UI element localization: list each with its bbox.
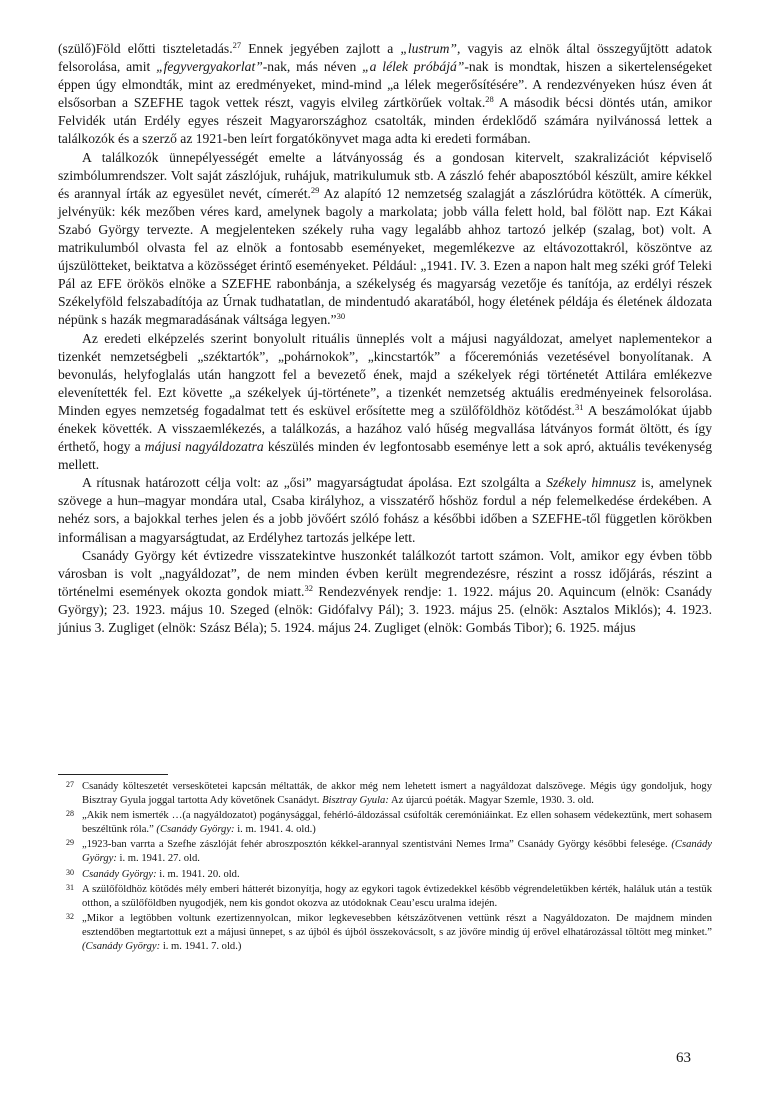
italic-text: (Csanády György: [82, 940, 161, 952]
footnote-number: 30 [66, 867, 74, 877]
footnote-reference: 29 [310, 184, 320, 195]
footnote-number: 27 [66, 780, 74, 789]
text-run: -nak, más néven [262, 59, 363, 75]
page-number: 63 [676, 1050, 691, 1066]
footnote-text [82, 884, 712, 909]
italic-text: „lustrum” [400, 41, 457, 56]
footnote-number: 28 [66, 809, 74, 819]
text-run: „1923-ban varrta a Szefhe zászlóját fehér abroszposztón kékkel-arannyal szentistváni Nemes Irma” Csanády György későbbi feleségе. [82, 839, 672, 851]
footnote-reference: 27 [232, 40, 242, 50]
italic-text: „a lélek próbájá” [362, 59, 465, 75]
paragraph [58, 330, 712, 475]
italic-text: Bisztray Gyula: [322, 794, 389, 806]
footnote [58, 780, 712, 807]
footnote-reference: 31 [574, 401, 584, 412]
footnote-divider [58, 774, 168, 775]
text-run: is, amelynek szövege a hun–magyar mondára utal, Csaba királyhoz, a visszatérő hőshöz fordul a nép felemelkedése érdekében. A nehéz sors, a bajokkal terhes jelen és a jobb jövőért szóló fohász a későbbi időben a SZEFHE-től független körökben informálisan a magyarságtudat, az Erdélyhez tartozás jelképe lett. [58, 475, 712, 545]
text-run: „Mikor a legtöbben voltunk ezertizennyolcan, mikor legkevesebben kétszázötvenen vettünk részt a Nagyáldozaton. De majdnem minden esztendőben megtartottuk ezt a májusi ünnepet, s az újból és újból összekovácsolt, s az jövőre mindig új erővel elhatározással töltött meg minket.” [82, 913, 712, 938]
text-run: Ennek jegyében zajlott a [241, 41, 401, 56]
text-run: , vagyis az elnök által összegyűjtött adatok felsorolása, amit [58, 41, 712, 75]
footnote [58, 868, 712, 882]
text-run: -nak is mondtak, hiszen a sikertelenségeket éppen úgy elmondták, mint az eredményeket, mind-mind „a lélek megerősítésére”. A rendezvényeken húsz éven át elsősorban a SZEFHE tagok vettek részt, vagyis elvileg zártkörűek voltak. [58, 59, 712, 111]
footnote-number: 29 [66, 838, 74, 848]
footnote [58, 809, 712, 836]
footnote-text [82, 839, 712, 864]
text-run: A rítusnak határozott célja volt: az „ősi” magyarságtudat ápolása. Ezt szolgálta a [82, 475, 547, 491]
italic-text: májusi nagyáldozatra [144, 439, 264, 455]
text-run: A találkozók ünnepélyességét emelte a látványosság és a gondosan kitervelt, szakralizációt képviselő szimbólumrendszer. Volt saját zászlójuk, ruhájuk, matrikulumuk stb. A zászló fehér abaposztóból készült, amire kékkel és arannyal írták az egyesület nevét, címerét. [58, 149, 712, 201]
text-run: i. m. 1941. 7. old.) [160, 940, 242, 952]
text-run: „Akik nem ismerték …(a nagyáldozatot) pogánysággal, fehérló-áldozással csúfolták ceremóniáinkat. Ez ellen sohasem védekeztünk, mert sohasem beszéltünk róla.” [82, 810, 712, 835]
footnote-text [82, 781, 712, 806]
footnote-number: 32 [66, 912, 74, 922]
footnotes [58, 780, 712, 955]
text-run: Az újarcú poéták. Magyar Szemle, 1930. 3. old. [388, 794, 594, 806]
italic-text: Székely himnusz [546, 475, 637, 491]
footnote-text [82, 810, 712, 835]
footnote [58, 838, 712, 865]
footnote [58, 912, 712, 953]
text-run: A második bécsi döntés után, amikor Felvidék után Erdély egyes részeit Magyarországhoz csatolták, minden érdeklődő számára nyilvánossá lettek a találkozók és a szerző az 1921-ben leírt forgatókönyvet maga adta ki eredeti formában. [58, 95, 712, 147]
footnote-text [82, 869, 240, 880]
text-run: A szülőföldhöz kötődés mély emberi hátterét bizonyítja, hogy az egykori tagok évtizedekkel később végrendeletükben kérték, haláluk után a testük otthon, a szülőföldben nyugodjék, nem kis gondot okozva az utódoknak Ceau’escu uralma idején. [82, 884, 712, 909]
text-run: A beszámolókat újabb énekek követték. A visszaemlékezés, a találkozás, a hazához való hűség megvallása látványos formát öltött, és így érthető, hogy a [58, 402, 712, 455]
paragraph [58, 149, 712, 330]
footnote-reference: 32 [304, 582, 313, 593]
footnote-reference: 28 [485, 94, 494, 105]
footnote [58, 883, 712, 910]
text-run: i. m. 1941. 27. old. [116, 852, 200, 864]
text-run: Csanády György két évtizedre visszatekintve huszonkét találkozót tartott számon. Volt, amikor egy évben több városban is volt „nagyáldozat”, de nem minden évben került megrendezésre, részint a rossz időjárás, részint a történelmi események okozta gondok miatt. [58, 547, 712, 599]
text-run: i. m. 1941. 4. old.) [234, 823, 316, 835]
text-run: Az eredeti elképzelés szerint bonyolult rituális ünneplés volt a májusi nagyáldozat, amelyet naplementekor a tizenkét nemzetségbeli „széktartók”, „pohárnokok”, „kincstartók” a főceremóniás vezetésével bonyolítanak. A bevonulás, helyfoglalás után hangzott fel a bevezető ének, majd a székelyek régi történetét Attilára emlékezve elevenítették fel. Ezt követte „a székelyek új-története”, a tizenkét nemzetség aktuális eredményeinek felsorolása. Minden egyes nemzetség fogadalmat tett és esküvel erősítette meg a szülőföldhöz kötődést. [58, 330, 712, 418]
text-run: i. m. 1941. 20. old. [156, 868, 240, 880]
body-text [58, 40, 712, 637]
footnote-number: 31 [66, 883, 74, 893]
text-run: készülés minden év legfontosabb eseménye lett a sok apró, aktuális tevékenység mellett. [58, 439, 712, 473]
paragraph [58, 40, 712, 149]
text-run: Rendezvények rendje: 1. 1922. május 20. Aquincum (elnök: Csanády György); 23. 1923. május 10. Szeged (elnök: Gidófalvy Pál); 3. 1923. május 25. (elnök: Asztalos Miklós); 4. 1923. június 3. Zugliget (elnök: Szász Béla); 5. 1924. május 24. Zugliget (elnök: Gombás Tibor); 6. 1925. május [58, 583, 713, 635]
text-run: Csanády költeszetét verseskötetei kapcsán méltatták, de akkor még nem lehetett ismert a nagyáldozat dalszövege. Mégis úgy gondoljuk, hogy Bisztray Gyula joggal tartotta Ady követőnek Csanádyt. [82, 781, 712, 806]
footnote-text [82, 913, 712, 951]
italic-text: (Csanády György: [156, 823, 235, 835]
footnote-reference: 30 [336, 311, 346, 322]
italic-text: Csanády György: [82, 868, 157, 880]
italic-text: „fegyvergyakorlat” [156, 59, 263, 75]
paragraph [58, 474, 712, 546]
text-run: (szülő)Föld előtti tiszteletadás. [58, 41, 233, 56]
italic-text: (Csanády György: [82, 839, 712, 864]
text-run: Az alapító 12 nemzetség szalagját a zászlórúdra kötötték. A címerük, jelvényük: kék mezőben véres kard, amelynek bagoly a markolata; jobb válla felett hold, bal fölött nap. Ezt Kákai Szabó György tervezte. A megjelenteken székely ruha vagy legalább ahhoz tartozó jelkép (szalag, bot) volt. A matrikulumból olvasta fel az elnök a fontosabb eseményeket, megemlékezve az eltávozottakról, köszöntve az újszülötteket, beiktatva a közösséget érintő eseményeket. Például: „1941. IV. 3. Ezen a napon halt meg széki gróf Teleki Pál az EFE örökös elnöke a SZEFHE rabonbánja, a székelység és magyarság vezetője és tanítója, az erdélyi részek Székelyföld felszabadítója az Úrnak tudhatatlan, de mindentudó akaratából, hogy életének példája és életének áldozata népünk s hazák megmaradásának váltsága legyen.” [58, 185, 712, 328]
paragraph [58, 547, 712, 637]
